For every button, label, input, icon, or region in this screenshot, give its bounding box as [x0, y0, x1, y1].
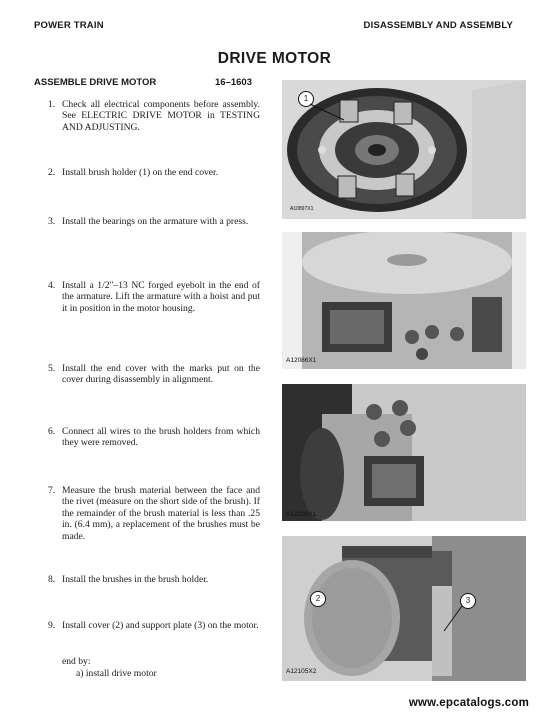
end-by-item: a) install drive motor: [76, 668, 157, 679]
callout-3-leader: [282, 536, 526, 681]
step-text: Install cover (2) and support plate (3) on the motor.: [62, 620, 259, 631]
step-1: [48, 99, 260, 133]
step-number: 2.: [48, 167, 56, 178]
header-section-title: POWER TRAIN: [34, 20, 104, 31]
callout-3-label: 3: [465, 596, 471, 605]
procedure-number: 16–1603: [215, 77, 252, 88]
photo-caption: A12105X2: [286, 668, 317, 675]
step-number: 6.: [48, 426, 56, 437]
page-title: DRIVE MOTOR: [217, 50, 332, 67]
step-number: 1.: [48, 99, 56, 110]
callout-2-label: 2: [315, 594, 321, 603]
photo-end-cover: [282, 384, 526, 521]
step-text: Install the brushes in the brush holder.: [62, 574, 209, 585]
step-3: [48, 216, 260, 227]
procedure-title: ASSEMBLE DRIVE MOTOR: [34, 77, 157, 88]
step-text: Install a 1/2"–13 NC forged eyebolt in the end of the armature. Lift the armature with a hoist and put it in position in the motor housing.: [62, 280, 260, 314]
step-4: [48, 280, 260, 314]
step-number: 4.: [48, 280, 56, 291]
photo-armature-housing: [282, 232, 526, 369]
step-6: [48, 426, 260, 449]
step-number: 8.: [48, 574, 56, 585]
step-number: 7.: [48, 485, 56, 496]
step-8: [48, 574, 260, 585]
step-text: Measure the brush material between the face and the rivet (measure on the short side of the brush). If the remainder of the brush material is less than .25 in. (6.4 mm), a replacement of the brushes must be made.: [62, 485, 260, 542]
step-text: Install the end cover with the marks put on the cover during disassembly in alignment.: [62, 363, 260, 386]
step-text: Connect all wires to the brush holders from which they were removed.: [62, 426, 260, 449]
header-chapter-title: DISASSEMBLY AND ASSEMBLY: [363, 20, 513, 31]
end-by-label: end by:: [62, 656, 91, 667]
step-number: 3.: [48, 216, 56, 227]
step-number: 5.: [48, 363, 56, 374]
callout-1-leader: [282, 80, 526, 219]
photo-armature-housing-image: [282, 232, 526, 369]
photo-caption: A12086X1: [286, 357, 317, 364]
footer-watermark-url[interactable]: www.epcatalogs.com: [408, 697, 529, 709]
photo-caption: A12106X1: [286, 511, 317, 518]
end-by-note: [62, 656, 157, 680]
step-5: [48, 363, 260, 386]
step-text: Check all electrical components before assembly. See ELECTRIC DRIVE MOTOR in TESTING AND ADJUSTING.: [62, 99, 260, 133]
photo-caption: A10897X1: [290, 206, 314, 212]
step-2: [48, 167, 260, 178]
photo-end-cover-image: [282, 384, 526, 521]
step-9: [48, 620, 260, 631]
step-text: Install brush holder (1) on the end cover.: [62, 167, 219, 178]
step-7: [48, 485, 260, 542]
step-text: Install the bearings on the armature with a press.: [62, 216, 249, 227]
photo-brush-holder: [282, 80, 526, 219]
step-number: 9.: [48, 620, 56, 631]
photo-cover-support-plate: [282, 536, 526, 681]
callout-1-label: 1: [303, 94, 309, 103]
